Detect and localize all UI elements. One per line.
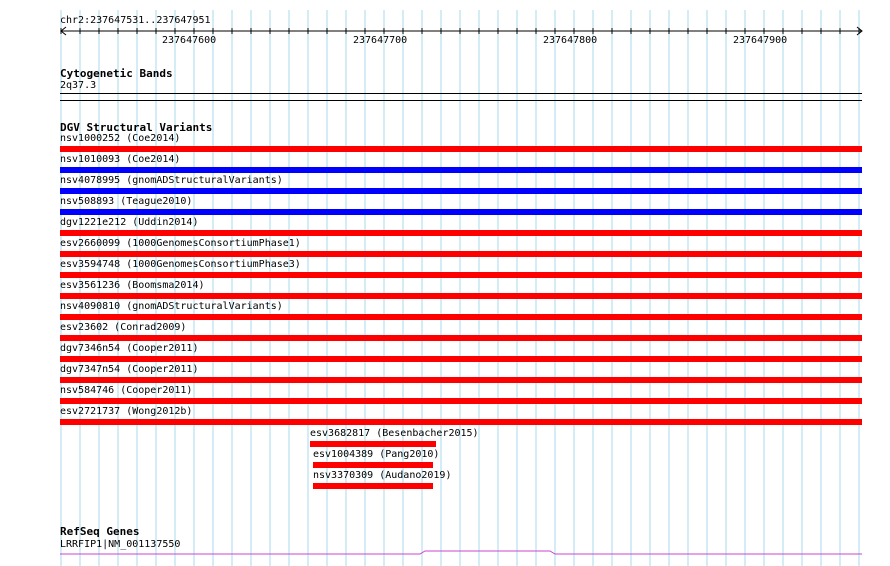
ruler-tick-label: 237647900 (733, 35, 788, 46)
variant-bar[interactable] (60, 398, 862, 404)
variant-label[interactable]: nsv508893 (Teague2010) (60, 196, 193, 207)
variant-bar[interactable] (60, 251, 862, 257)
variant-label[interactable]: dgv1221e212 (Uddin2014) (60, 217, 199, 228)
variant-bar[interactable] (60, 146, 862, 152)
location-label: chr2:237647531..237647951 (60, 15, 211, 26)
variant-divider (60, 212, 862, 213)
cytoband-border-bottom (60, 100, 862, 101)
variant-bar[interactable] (60, 377, 862, 383)
variant-label[interactable]: esv3561236 (Boomsma2014) (60, 280, 205, 291)
variant-label[interactable]: esv2721737 (Wong2012b) (60, 406, 193, 417)
variant-bar[interactable] (60, 293, 862, 299)
variant-label[interactable]: esv23602 (Conrad2009) (60, 322, 187, 333)
variant-label[interactable]: esv2660099 (1000GenomesConsortiumPhase1) (60, 238, 301, 249)
refseq-gene-feature[interactable] (0, 545, 890, 559)
cytoband-border-top (60, 93, 862, 94)
variant-bar[interactable] (60, 335, 862, 341)
variant-divider (60, 422, 862, 423)
variant-bar[interactable] (60, 230, 862, 236)
variant-bar[interactable] (60, 314, 862, 320)
variant-label[interactable]: nsv584746 (Cooper2011) (60, 385, 193, 396)
variant-label[interactable]: nsv1000252 (Coe2014) (60, 133, 181, 144)
variant-bar[interactable] (310, 441, 436, 447)
variant-label[interactable]: nsv4078995 (gnomADStructuralVariants) (60, 175, 283, 186)
variant-label[interactable]: dgv7347n54 (Cooper2011) (60, 364, 199, 375)
variant-bar[interactable] (60, 188, 862, 194)
ruler-tick-label: 237647700 (353, 35, 408, 46)
refseq-track-title[interactable]: RefSeq Genes (60, 525, 140, 538)
variant-label[interactable]: dgv7346n54 (Cooper2011) (60, 343, 199, 354)
variant-label[interactable]: esv3594748 (1000GenomesConsortiumPhase3) (60, 259, 301, 270)
cytoband-track-title[interactable]: Cytogenetic Bands (60, 67, 173, 80)
variant-bar[interactable] (60, 356, 862, 362)
variant-label[interactable]: esv3682817 (Besenbacher2015) (310, 428, 479, 439)
variant-label[interactable]: nsv1010093 (Coe2014) (60, 154, 181, 165)
ruler-tick-label: 237647600 (162, 35, 217, 46)
refseq-gene-label[interactable]: LRRFIP1|NM_001137550 (60, 539, 181, 550)
variant-bar[interactable] (313, 483, 433, 489)
variant-label[interactable]: nsv3370309 (Audano2019) (313, 470, 452, 481)
variant-label[interactable]: esv1004389 (Pang2010) (313, 449, 440, 460)
variant-label[interactable]: nsv4090810 (gnomADStructuralVariants) (60, 301, 283, 312)
dgv-track-title[interactable]: DGV Structural Variants (60, 121, 213, 134)
variant-bar[interactable] (313, 462, 433, 468)
variant-bar[interactable] (60, 167, 862, 173)
ruler-tick-label: 237647800 (543, 35, 598, 46)
cytoband-label: 2q37.3 (60, 80, 97, 91)
variant-bar[interactable] (60, 272, 862, 278)
